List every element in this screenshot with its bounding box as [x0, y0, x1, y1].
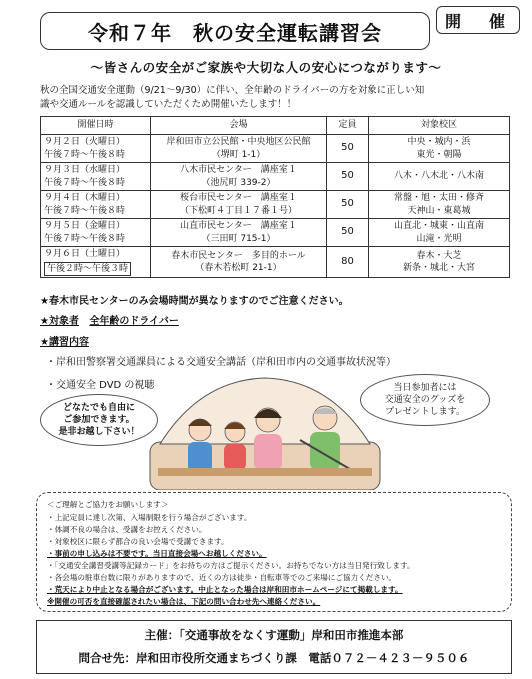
notice-item: ・体調不良の場合は、受講をお控えください。	[47, 525, 207, 534]
area-cell	[369, 247, 510, 278]
area-line-2: 天神山・東葛城	[407, 205, 471, 216]
date-cell	[41, 135, 151, 163]
venue-cell	[151, 163, 327, 191]
notice-item: ・各会場の駐車台数に限りがありますので、近くの方は徒歩・自転車等でのご来場にご協力ください。	[47, 573, 397, 582]
notice-lead: ＜ご理解とご協力をお願いします＞	[47, 500, 169, 509]
content-label: ★講習内容	[40, 337, 89, 348]
area-cell	[369, 219, 510, 247]
intro-paragraph	[40, 84, 510, 112]
venue-name: 桜台市民センター 講座室１	[180, 193, 297, 203]
intro-line-2: 識や交通ルールを認識していただくため開催いたします！！	[40, 99, 297, 110]
area-cell	[369, 163, 510, 191]
schedule-header-row	[41, 117, 510, 135]
page-title	[40, 12, 430, 50]
title-text: 令和７年 秋の安全運転講習会	[88, 20, 382, 45]
intro-line-1: 秋の全国交通安全運動（9/21～9/30）に伴い、全年齢のドライバーの方を対象に正しい知	[40, 85, 425, 96]
venue-address: （下松町４丁目１７番１号）	[179, 205, 297, 216]
area-line-1: 中央・城内・浜	[407, 137, 471, 147]
date-cell	[41, 247, 151, 278]
area-line-2: 山滝・光明	[416, 233, 462, 244]
badge-text: 開 催	[444, 11, 511, 31]
table-row	[41, 163, 510, 191]
area-line-2: 東光・朝陽	[416, 149, 462, 160]
notice-item: ・上記定員に達し次第、入場制限を行う場合がございます。	[47, 513, 252, 522]
table-row	[41, 191, 510, 219]
date-text: ９月３日（水曜日）	[44, 165, 126, 175]
venue-address: （春木若松町 21-1）	[195, 263, 282, 273]
bubble-right-line-3: プレゼントします。	[385, 407, 465, 417]
venue-name: 春木市民センター 多目的ホール	[171, 250, 306, 261]
speech-bubble-left	[40, 394, 158, 446]
content-note	[40, 333, 89, 348]
venue-address: （堺町 1-1）	[211, 149, 266, 160]
venue-address: （池尻町 339-2）	[201, 177, 276, 188]
status-badge	[436, 6, 520, 34]
notice-item: ・荒天により中止となる場合がございます。中止となった場合は岸和田市ホームページにて掲載します。	[47, 585, 403, 594]
target-note	[40, 312, 179, 327]
bubble-left-line-3: 是非お越し下さい！	[58, 427, 140, 437]
venue-cell	[151, 191, 327, 219]
time-text: 午後７時～午後８時	[44, 233, 126, 244]
capacity-cell: 80	[327, 247, 369, 278]
venue-name: 山直市民センター 講座室１	[180, 221, 297, 231]
family-car-illustration	[140, 372, 390, 490]
area-line-2: 新条・城北・大宮	[402, 263, 475, 273]
capacity-cell: 50	[327, 219, 369, 247]
bubble-right-line-2: 交通安全のグッズを	[384, 395, 466, 405]
bubble-left-line-2: ご参加できます。	[63, 415, 135, 425]
area-line-1: 常盤・旭・太田・修斉	[393, 193, 484, 203]
time-text: 午後７時～午後８時	[44, 177, 126, 188]
table-row	[41, 247, 510, 278]
header-venue: 会場	[151, 117, 327, 135]
header-capacity: 定員	[327, 117, 369, 135]
header-area: 対象校区	[369, 117, 510, 135]
speech-bubble-right	[360, 374, 490, 426]
contact-text: 問合せ先：岸和田市役所交通まちづくり課 電話０７２－４２３－９５０６	[78, 651, 470, 665]
venue-cell	[151, 135, 327, 163]
date-cell	[41, 163, 151, 191]
venue-cell	[151, 247, 327, 278]
notice-item: ・「交通安全講習受講等記録カード」をお持ちの方はご提示ください。お持ちでない方は当日発行致します。	[47, 561, 415, 570]
area-cell	[369, 191, 510, 219]
date-text: ９月５日（金曜日）	[44, 221, 126, 231]
notice-item: ・対象校区に限らず都合の良い会場で受講できます。	[47, 537, 229, 546]
notice-box	[36, 492, 512, 612]
area-line-1: 八木・八木北・八木南	[393, 171, 484, 182]
bubble-right-line-1: 当日参加者には	[393, 383, 457, 393]
capacity-cell: 50	[327, 163, 369, 191]
venue-name: 八木市民センター 講座室１	[180, 165, 297, 175]
target-value: 全年齢のドライバー	[89, 316, 179, 327]
table-row	[41, 135, 510, 163]
time-text: 午後７時～午後８時	[44, 149, 126, 160]
time-text: 午後２時～午後３時	[44, 262, 131, 277]
date-cell	[41, 191, 151, 219]
subtitle: ～皆さんの安全がご家族や大切な人の安心につながります～	[90, 60, 442, 75]
area-cell	[369, 135, 510, 163]
bubble-left-line-1: どなたでも自由に	[62, 403, 135, 413]
venue-name: 岸和田市立公民館・中央地区公民館	[166, 137, 311, 147]
date-text: ９月２日（火曜日）	[44, 137, 126, 147]
schedule-table	[40, 116, 510, 278]
area-line-1: 春木・大芝	[416, 250, 462, 261]
table-row	[41, 219, 510, 247]
date-text: ９月６日（土曜日）	[44, 249, 126, 259]
target-label: ★対象者	[40, 316, 79, 327]
harugi-note: ★春木市民センターのみ会場時間が異なりますのでご注意ください。	[40, 296, 349, 307]
header-date: 開催日時	[41, 117, 151, 135]
capacity-cell: 50	[327, 191, 369, 219]
footer-box	[36, 620, 512, 674]
organizer-text: 主催：「交通事故をなくす運動」岸和田市推進本部	[144, 628, 404, 642]
venue-address: （三田町 715-1）	[201, 233, 276, 244]
venue-cell	[151, 219, 327, 247]
capacity-cell: 50	[327, 135, 369, 163]
area-line-1: 山直北・城東・山直南	[393, 221, 484, 231]
time-text: 午後７時～午後８時	[44, 205, 126, 216]
content-item-1: ・岸和田警察署交通課員による交通安全講話（岸和田市内の交通事故状況等）	[46, 357, 396, 368]
notice-item: ・事前の申し込みは不要です。当日直接会場へお越しください。	[47, 549, 267, 558]
date-text: ９月４日（木曜日）	[44, 193, 126, 203]
notice-item: ※開催の可否を直接確認されたい場合は、下記の問い合わせ先へ連絡ください。	[47, 597, 321, 606]
content-item-2: ・交通安全 DVD の視聴	[46, 380, 155, 391]
date-cell	[41, 219, 151, 247]
